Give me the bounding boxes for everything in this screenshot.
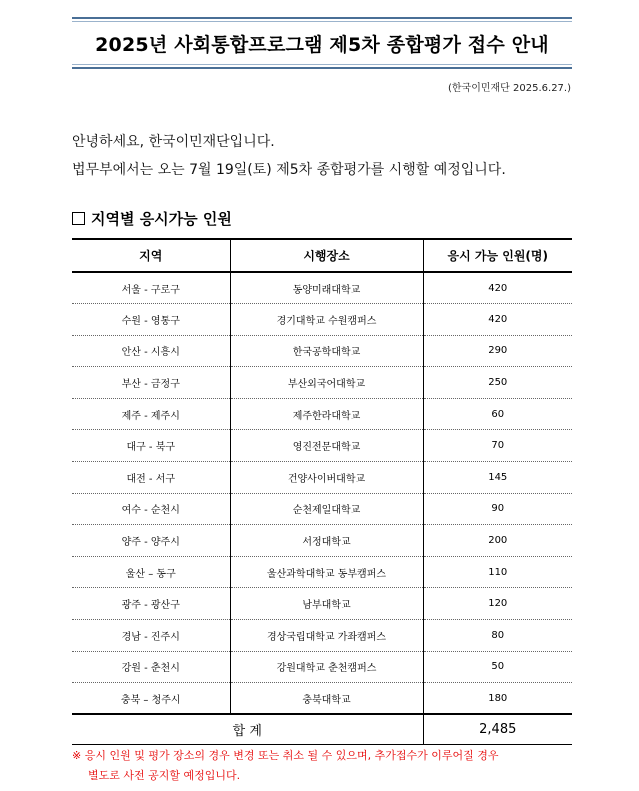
row-capacity: 180 bbox=[423, 683, 572, 715]
table-row bbox=[72, 651, 572, 683]
row-capacity: 420 bbox=[423, 304, 572, 336]
total-label: 합 계 bbox=[72, 714, 423, 744]
row-venue: 영진전문대학교 bbox=[230, 430, 423, 462]
row-venue: 제주한라대학교 bbox=[230, 398, 423, 430]
row-region: 울산 – 동구 bbox=[72, 556, 230, 588]
row-venue: 한국공학대학교 bbox=[230, 335, 423, 367]
header-venue: 시행장소 bbox=[230, 239, 423, 272]
table-row bbox=[72, 588, 572, 620]
table-row bbox=[72, 335, 572, 367]
row-capacity: 145 bbox=[423, 462, 572, 494]
table-row bbox=[72, 556, 572, 588]
row-region: 강원 - 춘천시 bbox=[72, 651, 230, 683]
row-region: 서울 - 구로구 bbox=[72, 272, 230, 304]
row-region: 여수 - 순천시 bbox=[72, 493, 230, 525]
table-row bbox=[72, 462, 572, 494]
row-venue: 경기대학교 수원캠퍼스 bbox=[230, 304, 423, 336]
intro-text bbox=[72, 128, 506, 184]
table-row bbox=[72, 525, 572, 557]
intro-line-greeting: 안녕하세요, 한국이민재단입니다. bbox=[72, 134, 275, 150]
table-row bbox=[72, 493, 572, 525]
row-capacity: 420 bbox=[423, 272, 572, 304]
table-row bbox=[72, 683, 572, 715]
table-row bbox=[72, 367, 572, 399]
empty-square-icon bbox=[72, 212, 85, 225]
table-header-row bbox=[72, 239, 572, 272]
venue-table bbox=[72, 238, 572, 745]
header-region: 지역 bbox=[72, 239, 230, 272]
row-capacity: 200 bbox=[423, 525, 572, 557]
total-row bbox=[72, 714, 572, 744]
row-region: 수원 - 영통구 bbox=[72, 304, 230, 336]
row-region: 안산 - 시흥시 bbox=[72, 335, 230, 367]
issuer-date: (한국이민재단 2025.6.27.) bbox=[447, 83, 571, 94]
row-region: 제주 - 제주시 bbox=[72, 398, 230, 430]
row-venue: 충북대학교 bbox=[230, 683, 423, 715]
row-venue: 울산과학대학교 동부캠퍼스 bbox=[230, 556, 423, 588]
notice bbox=[72, 746, 577, 786]
section-heading-label: 지역별 응시가능 인원 bbox=[91, 210, 232, 228]
row-venue: 순천제일대학교 bbox=[230, 493, 423, 525]
row-capacity: 120 bbox=[423, 588, 572, 620]
intro-line-announcement: 법무부에서는 오는 7월 19일(토) 제5차 종합평가를 시행할 예정입니다. bbox=[72, 162, 506, 178]
row-venue: 건양사이버대학교 bbox=[230, 462, 423, 494]
total-value: 2,485 bbox=[423, 714, 572, 744]
table-row bbox=[72, 620, 572, 652]
row-region: 부산 - 금정구 bbox=[72, 367, 230, 399]
row-venue: 경상국립대학교 가좌캠퍼스 bbox=[230, 620, 423, 652]
row-venue: 강원대학교 춘천캠퍼스 bbox=[230, 651, 423, 683]
row-capacity: 60 bbox=[423, 398, 572, 430]
row-region: 충북 – 청주시 bbox=[72, 683, 230, 715]
header-capacity: 응시 가능 인원(명) bbox=[423, 239, 572, 272]
row-capacity: 80 bbox=[423, 620, 572, 652]
row-capacity: 90 bbox=[423, 493, 572, 525]
row-capacity: 50 bbox=[423, 651, 572, 683]
section-heading bbox=[72, 208, 232, 229]
row-venue: 동양미래대학교 bbox=[230, 272, 423, 304]
row-region: 대구 - 북구 bbox=[72, 430, 230, 462]
table-row bbox=[72, 304, 572, 336]
row-region: 광주 - 광산구 bbox=[72, 588, 230, 620]
table-row bbox=[72, 398, 572, 430]
row-venue: 남부대학교 bbox=[230, 588, 423, 620]
row-capacity: 290 bbox=[423, 335, 572, 367]
page-title: 2025년 사회통합프로그램 제5차 종합평가 접수 안내 bbox=[95, 33, 549, 56]
row-capacity: 70 bbox=[423, 430, 572, 462]
table-row bbox=[72, 430, 572, 462]
row-region: 대전 - 서구 bbox=[72, 462, 230, 494]
row-capacity: 250 bbox=[423, 367, 572, 399]
row-venue: 서정대학교 bbox=[230, 525, 423, 557]
table-row bbox=[72, 272, 572, 304]
row-venue: 부산외국어대학교 bbox=[230, 367, 423, 399]
row-region: 양주 - 양주시 bbox=[72, 525, 230, 557]
notice-line-2: 별도로 사전 공지할 예정입니다. bbox=[88, 769, 241, 782]
row-region: 경남 - 진주시 bbox=[72, 620, 230, 652]
title-banner bbox=[72, 17, 572, 69]
notice-line-1: ※ 응시 인원 및 평가 장소의 경우 변경 또는 취소 될 수 있으며, 추가접수가 이루어질 경우 bbox=[72, 749, 499, 762]
row-capacity: 110 bbox=[423, 556, 572, 588]
